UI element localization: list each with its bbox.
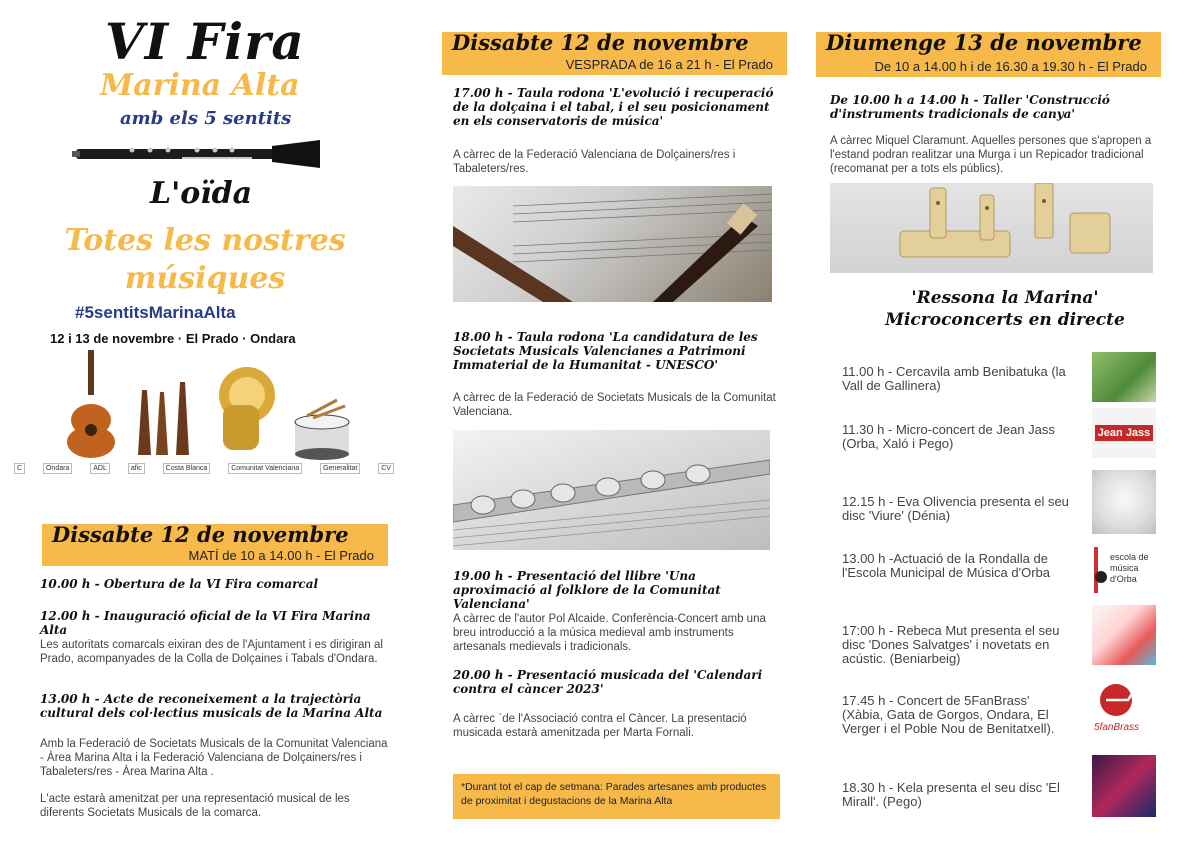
banner-time: MATÍ de 10 a 14.00 h - El Prado [188,548,374,563]
concert-item: 17.45 h - Concert de 5FanBrass' (Xàbia, Gata de Gorgos, Ondara, El Verger i el Poble Nou de Benitatxell). [842,693,1055,736]
event-text: L'acte estarà amenitzat per una representació musical de les diferents Societats Musicals de la comarca. [40,793,350,819]
theme-title: L'oïda [150,176,253,211]
sponsor-logo: afic [128,463,145,474]
jean-jass-logo: Jean Jass [1095,425,1154,441]
concert-thumbnail [1092,408,1156,458]
banner-heading: Diumenge 13 de novembre [826,30,1142,55]
banner-time: VESPRADA de 16 a 21 h - El Prado [565,57,773,72]
sponsor-logo: ADL [90,463,110,474]
fair-subtitle: Marina Alta [100,68,300,103]
concert-thumbnail [1092,605,1156,665]
saturday-morning-banner [42,524,388,566]
section-subtitle: Microconcerts en directe [885,310,1125,330]
photo-flute [453,430,770,550]
event-title: 18.00 h - Taula rodona 'La candidatura de les Societats Musicals Valencianes a Patrimoni Immaterial de la Humanitat - UNESCO' [453,330,758,372]
weekend-note: *Durant tot el cap de setmana: Parades artesanes amb productes de proximitat i degustacions de la Marina Alta [453,774,780,819]
concert-item: 13.00 h -Actuació de la Rondalla de l'Escola Municipal de Música d'Orba [842,551,1050,580]
section-title: 'Ressona la Marina' [911,288,1099,308]
banner-heading: Dissabte 12 de novembre [452,30,749,55]
music-school-name: escola de música d'Orba [1110,552,1149,584]
sunday-column [810,0,1200,848]
sponsor-logo: Comunitat Valenciana [228,463,302,474]
music-school-logo [1092,547,1108,593]
event-text: A càrrec `de l'Associació contra el Càncer. La presentació musicada estarà amenitzada per Marta Fornali. [453,713,747,739]
banner-heading: Dissabte 12 de novembre [52,522,349,547]
banner-time: De 10 a 14.00 h i de 16.30 a 19.30 h - El Prado [874,59,1147,74]
concert-item: 12.15 h - Eva Olivencia presenta el seu disc 'Viure' (Dénia) [842,494,1069,523]
sponsor-logo: Ondara [43,463,72,474]
event-text: A càrrec de la Federació de Societats Musicals de la Comunitat Valenciana. [453,392,776,418]
event-text: A càrrec de la Federació Valenciana de Dolçainers/res i Tabaleters/res. [453,149,736,175]
concert-thumbnail [1092,545,1156,595]
concert-thumbnail [1092,352,1156,402]
slogan: Totes les nostres músiques [64,223,346,296]
sponsor-logo: Generalitat [320,463,360,474]
fanbrass-name: 5fanBrass [1094,722,1140,733]
saturday-evening-banner [442,32,787,75]
cover-column [0,0,410,848]
event-text: Les autoritats comarcals eixiran des de l'Ajuntament i es dirigiran al Prado, acompanyades de la Colla de Dolçaines i Tabals d'Ondara. [40,639,383,665]
event-title: 19.00 h - Presentació del llibre 'Una aproximació al folklore de la Comunitat Valenciana' [453,569,721,611]
concert-item: 11.30 h - Micro-concert de Jean Jass (Orba, Xaló i Pego) [842,422,1055,451]
fanbrass-logo [1092,680,1156,720]
event-text: A càrrec de l'autor Pol Alcaide. Conferència-Concert amb una breu introducció a la música medieval amb instruments artesanals medievals i tradicionals. [453,613,766,653]
concert-thumbnail [1092,470,1156,534]
sponsor-logo: Costa Blanca [163,463,211,474]
sponsor-logo: CV [378,463,394,474]
concert-item: 11.00 h - Cercavila amb Benibatuka (la Vall de Gallinera) [842,364,1066,393]
sponsor-logos [14,463,394,474]
event-title: 13.00 h - Acte de reconeixement a la trajectòria cultural dels col·lectius musicals de la Marina Alta [40,692,383,720]
concert-thumbnail [1092,680,1156,740]
date-place: 12 i 13 de novembre · El Prado · Ondara [50,331,296,346]
instruments-illustration [55,350,365,460]
concert-thumbnail [1092,755,1156,817]
event-title: 12.00 h - Inauguració oficial de la VI Fira Marina Alta [40,609,371,637]
event-title: 10.00 h - Obertura de la VI Fira comarcal [40,577,319,591]
sponsor-logo: C [14,463,25,474]
event-text: Amb la Federació de Societats Musicals de la Comunitat Valenciana - Àrea Marina Alta i la Federació Valenciana de Dolçainers/res i Tabaleters/res - Àrea Marina Alta . [40,738,388,778]
concert-item: 17:00 h - Rebeca Mut presenta el seu disc 'Dones Salvatges' i novetats en acústic. (Beniarbeig) [842,623,1060,666]
saturday-evening-column [410,0,810,848]
concert-item: 18.30 h - Kela presenta el seu disc 'El Mirall'. (Pego) [842,780,1060,809]
hashtag: #5sentitsMarinaAlta [75,303,236,322]
fair-tagline: amb els 5 sentits [120,108,292,129]
workshop-text: A càrrec Miquel Claramunt. Aquelles persones que s'apropen a l'estand podran realitzar una Murga i un Repicador tradicional (recomanat per a tots els públics). [830,135,1152,175]
event-title: 20.00 h - Presentació musicada del 'Calendari contra el càncer 2023' [453,668,763,696]
event-title: 17.00 h - Taula rodona 'L'evolució i recuperació de la dolçaina i el tabal, i el seu posicionament en els conservatoris de música' [453,86,774,128]
fair-title: VI Fira [105,12,305,71]
clarinet-illustration [72,138,324,170]
sunday-banner [816,32,1161,77]
photo-dolcaina-sheet-music [453,186,772,302]
photo-cane-instruments [830,183,1153,273]
workshop-title: De 10.00 h a 14.00 h - Taller 'Construcció d'instruments tradicionals de canya' [830,93,1110,121]
